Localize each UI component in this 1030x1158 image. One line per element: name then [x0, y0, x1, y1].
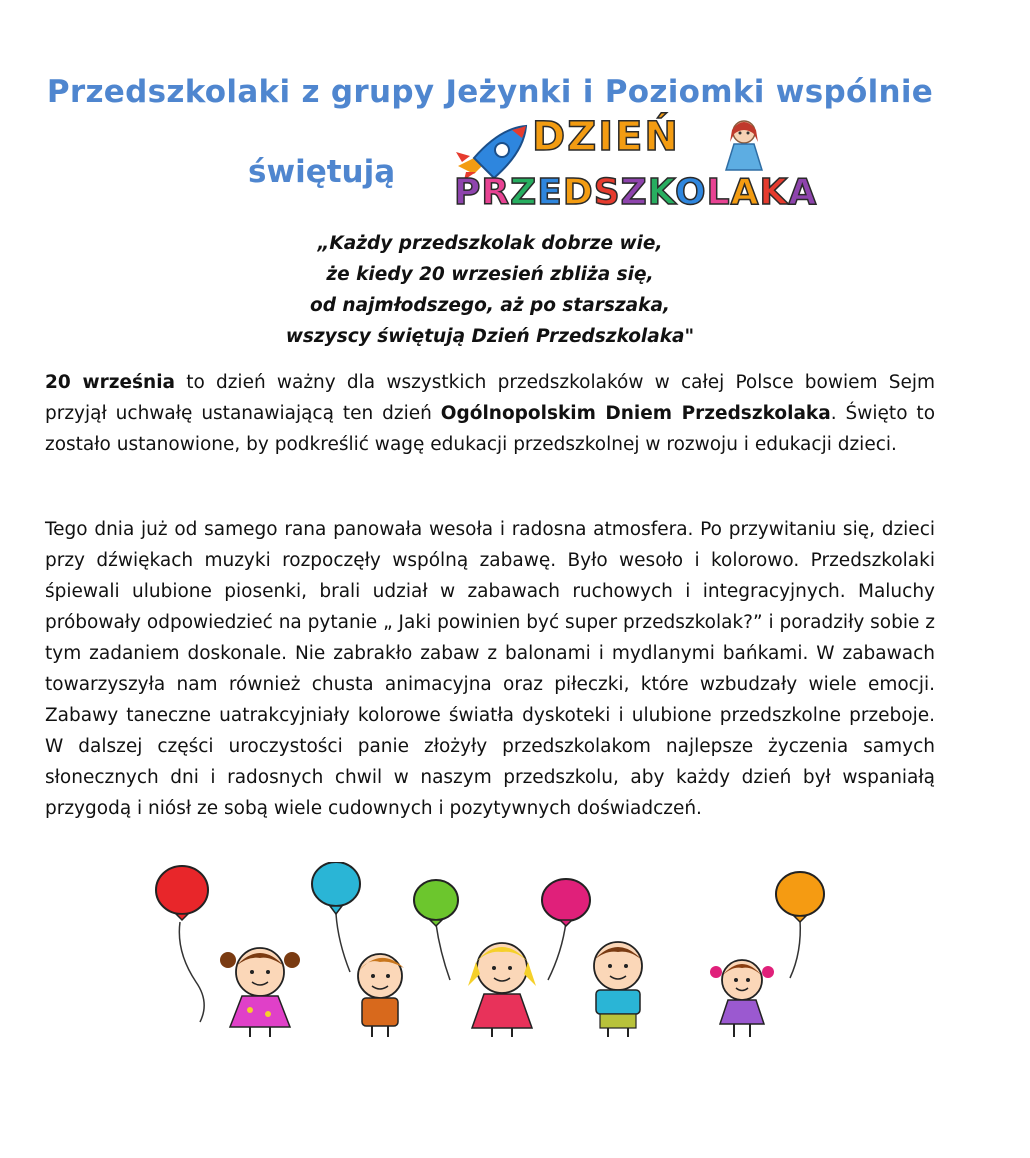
page-title: Przedszkolaki z grupy Jeżynki i Poziomki wspólnie [46, 74, 934, 110]
intro-text-end: . Święto to zostało ustanowione, by podkreślić wagę edukacji przedszkolnej w rozwoju i edukacji dzieci. [45, 403, 936, 455]
child-girl-pink [220, 948, 300, 1037]
holiday-name-bold: Ogólnopolskim Dniem Przedszkolaka [440, 403, 831, 424]
logo-word-przedszkolaka: PRZEDSZKOLAKA [454, 172, 818, 213]
paragraph-celebration: Tego dnia już od samego rana panowała wesoła i radosna atmosfera. Po przywitaniu się, dzieci przy dźwiękach muzyki rozpoczęły wspólną zabawę. Było wesoło i kolorowo. Przedszkolaki śpiewali ulubione piosenki, brali udział w zabawach ruchowych i integracyjnych. Maluchy próbowały odpowiedzieć na pytanie „ Jaki powinien być super przedszkolak?” i poradziły sobie z tym zadaniem doskonale. Nie zabrakło zabaw z balonami i mydlanymi bańkami. W zabawach towarzyszyła nam również chusta animacyjna oraz piłeczki, które wzbudzały wiele emocji. Zabawy taneczne uatrakcyjniały kolorowe światła dyskoteki i ulubione przedszkolne przeboje. W dalszej części uroczystości panie złożyły przedszkolakom najlepsze życzenia samych słonecznych dni i radosnych chwil w naszym przedszkolu, aby każdy dzień był wspaniałą przygodą i niósł ze sobą wiele cudownych i pozytywnych doświadczeń. [45, 519, 935, 819]
child-boy-teal [594, 942, 642, 1037]
balloon-pink [542, 879, 590, 980]
dzien-przedszkolaka-logo [452, 114, 818, 218]
doll-icon [714, 116, 774, 176]
poem-line: od najmłodszego, aż po starszaka, [310, 295, 670, 316]
date-bold: 20 września [45, 372, 176, 393]
poem-line: „Każdy przedszkolak dobrze wie, [317, 233, 663, 254]
child-boy-orange [358, 954, 404, 1037]
balloon-green [414, 880, 458, 980]
balloon-blue [312, 862, 360, 972]
poem-line: wszyscy świętują Dzień Przedszkolaka" [285, 326, 695, 347]
child-girl-purple [710, 960, 774, 1037]
logo-word-dzien: DZIEŃ [532, 114, 680, 160]
page-title-continued: świętują [248, 154, 396, 190]
intro-text: to dzień ważny dla wszystkich przedszkolaków w całej Polsce bowiem Sejm przyjął uchwałę ustanawiającą ten dzień [45, 372, 935, 424]
poem-line: że kiedy 20 wrzesień zbliża się, [326, 264, 654, 285]
balloon-orange [776, 872, 824, 978]
balloon-red [156, 866, 208, 1022]
poem [0, 228, 980, 352]
paragraph-intro [45, 367, 935, 460]
children-with-balloons-illustration [150, 862, 830, 1037]
child-girl-red [468, 943, 536, 1037]
